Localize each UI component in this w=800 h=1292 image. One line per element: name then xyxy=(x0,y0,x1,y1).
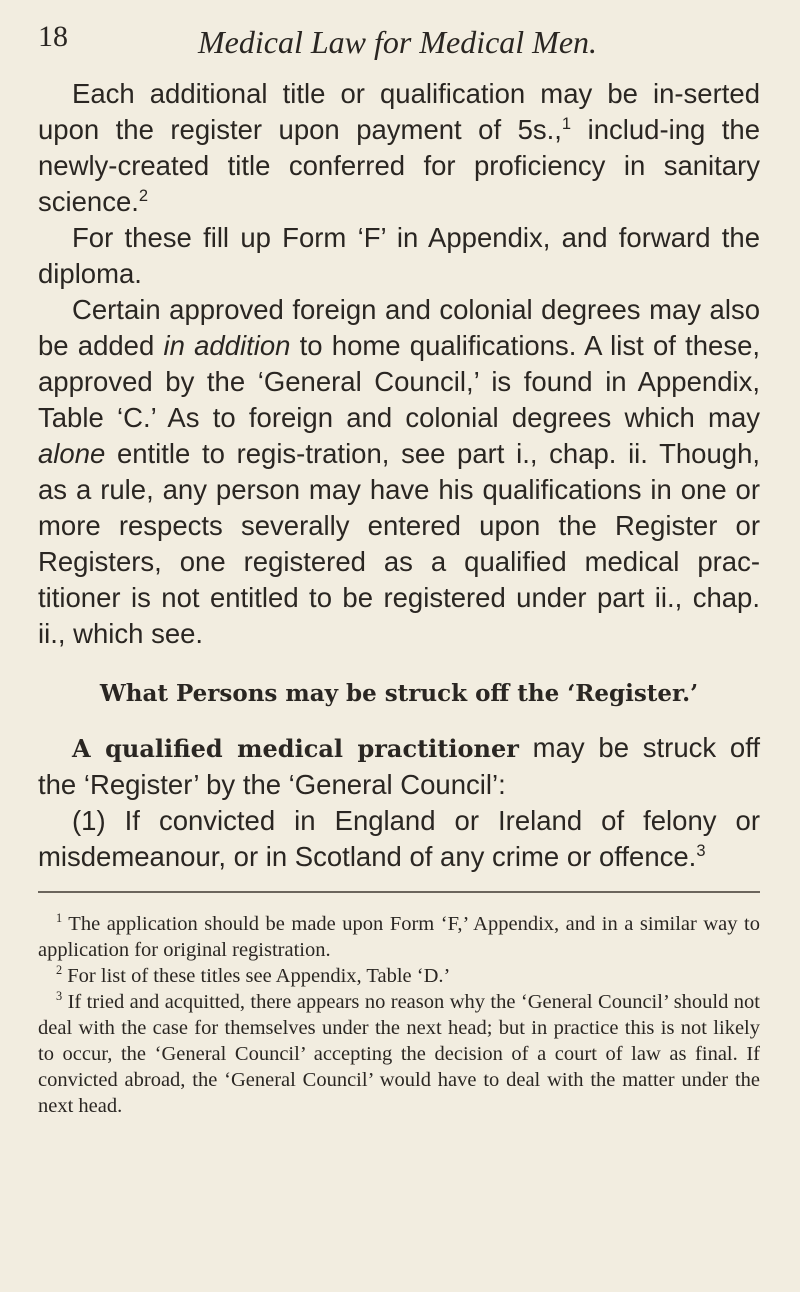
footnote-text-3: If tried and acquitted, there appears no reason why the ‘General Council’ should not deal with the case for themselves under the next head; but in practice this is not likely to occur, the ‘General Council’ accepting the decision of a court of law as final. If convicted abroad, the ‘General Council’ would have to deal with the matter under the next head. xyxy=(38,991,760,1117)
book-page xyxy=(38,20,760,1119)
footnote-mark-3: 3 xyxy=(56,989,63,1004)
p1-text-b: includ-ing the newly-created title conferred for proficiency in sanitary science. xyxy=(38,114,761,217)
paragraph-3 xyxy=(38,292,760,652)
footnotes xyxy=(38,911,760,1119)
paragraph-4 xyxy=(38,730,760,803)
p3-text-c: entitle to regis-tration, see part i., chap. ii. Though, as a rule, any person may have his qualifications in one or more respects severally entered upon the Register or Registers, one registered as a qualified medical prac-titioner is not entitled to be registered under part ii., chap. ii., which see. xyxy=(38,438,760,649)
p3-text-b: to home qualifications. A list of these, approved by the ‘General Council,’ is found in Appendix, Table ‘C.’ As to foreign and colonial degrees which may xyxy=(38,330,761,433)
footnote-3 xyxy=(38,989,760,1119)
footnote-text-2: For list of these titles see Appendix, Table ‘D.’ xyxy=(62,965,451,987)
p1-text-a: Each additional title or qualification may be in-serted upon the register upon payment of 5s., xyxy=(38,78,760,145)
footnote-ref-1: 1 xyxy=(561,114,572,133)
p3-italic-2: alone xyxy=(38,438,106,469)
p5-text: (1) If convicted in England or Ireland of felony or misdemeanour, or in Scotland of any crime or offence. xyxy=(38,805,760,872)
footnote-ref-3: 3 xyxy=(696,841,706,860)
footnote-divider xyxy=(38,891,760,893)
footnote-mark-1: 1 xyxy=(56,911,63,926)
footnote-1 xyxy=(38,911,760,963)
paragraph-2: For these fill up Form ‘F’ in Appendix, and forward the diploma. xyxy=(38,222,760,289)
page-number: 18 xyxy=(38,20,68,53)
p4-text: may be struck off the ‘Register’ by the ‘General Council’: xyxy=(38,732,760,800)
p4-bold-lead: A qualified medical practitioner xyxy=(72,734,519,763)
footnote-ref-2: 2 xyxy=(138,186,149,205)
paragraph-1 xyxy=(38,76,760,220)
footnote-text-1: The application should be made upon Form ‘F,’ Appendix, and in a similar way to application for original registration. xyxy=(38,913,760,961)
p3-text-a: Certain approved foreign and colonial degrees may also be added xyxy=(38,294,760,361)
paragraph-5 xyxy=(38,803,760,875)
page-header xyxy=(38,20,760,76)
p3-italic-1: in addition xyxy=(163,330,291,361)
footnote-2 xyxy=(38,963,760,989)
section-heading: What Persons may be struck off the ‘Register.’ xyxy=(99,680,699,707)
body-text xyxy=(38,76,760,875)
running-title: Medical Law for Medical Men. xyxy=(198,24,598,60)
footnote-mark-2: 2 xyxy=(56,963,63,978)
